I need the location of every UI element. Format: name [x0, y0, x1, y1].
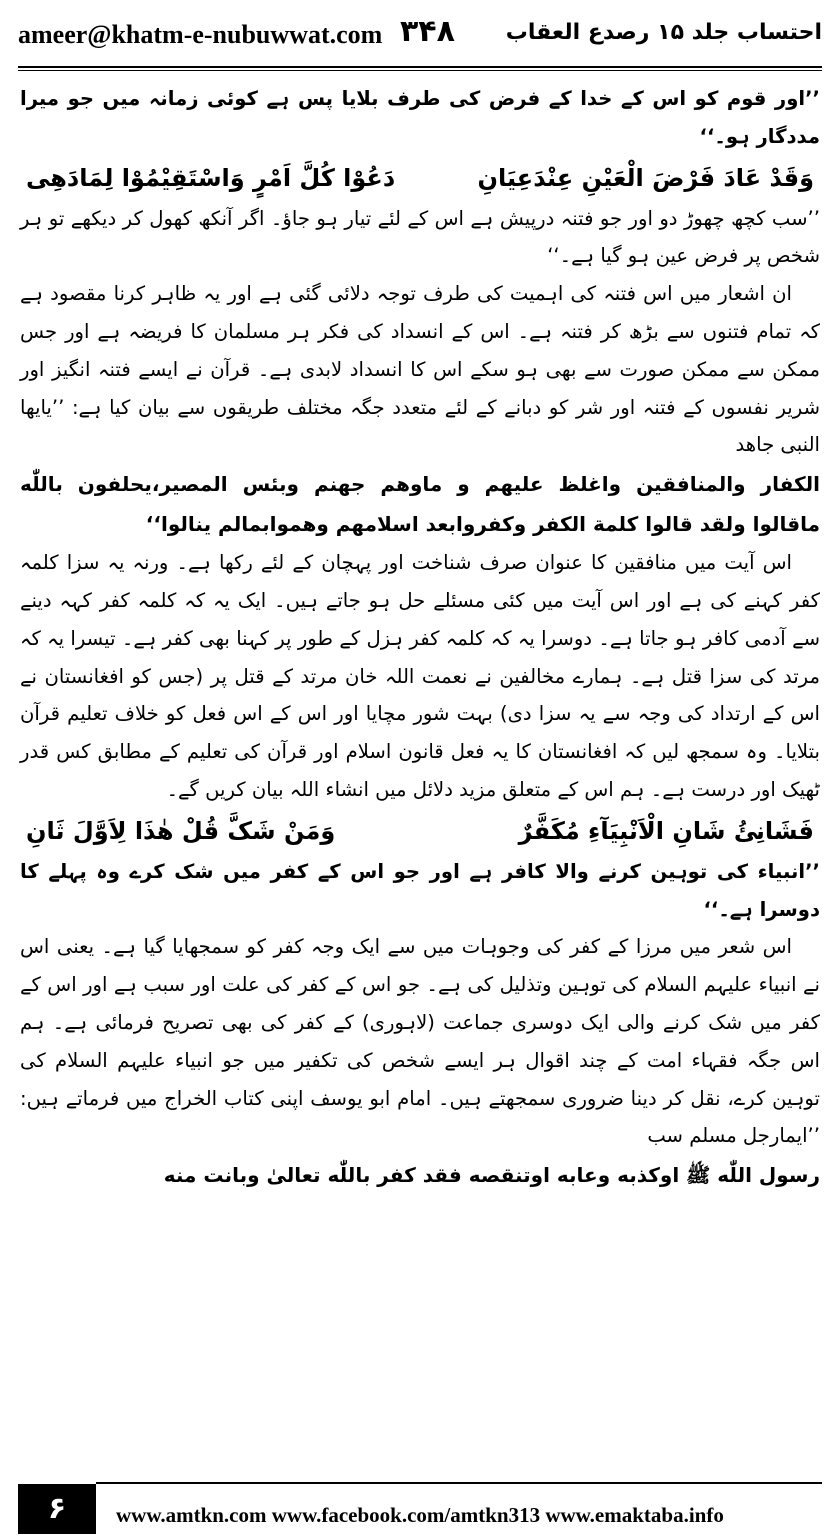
arabic-couplet-2 [26, 809, 814, 853]
book-title: احتساب جلد ۱۵ رصدع العقاب [505, 20, 822, 45]
page-number: ۳۴۸ [400, 14, 455, 49]
paragraph-5: اس شعر میں مرزا کے کفر کی وجوہات میں سے ایک وجہ کفر کو سمجھایا گیا ہے۔ یعنی اس نے انبیاء علیہم السلام کی توہین وتذلیل کی ہے۔ جو اس کے کفر کی علت اور سبب ہے اور اس کے کفر میں شک کرنے والی ایک دوسری جماعت (لاہوری) کے کفر کی بھی تصریح فرمائی ہے۔ ہم اس جگہ فقہاء امت کے چند اقوال ہر ایسے شخص کی تکفیر میں جو انبیاء علیہم السلام کی توہین کرے، نقل کر دینا ضروری سمجھتے ہیں۔ امام ابو یوسف اپنی کتاب الخراج میں فرماتے ہیں: ’’ایمارجل مسلم سب [20, 935, 820, 1148]
couplet-2-left: وَمَنْ شَکَّ قُلْ ھٰذَا لِاَوَّلَ ثَانِ [26, 816, 336, 845]
header-email: ameer@khatm-e-nubuwwat.com [18, 20, 383, 49]
paragraph-2: ان اشعار میں اس فتنہ کی اہمیت کی طرف توجہ دلائی گئی ہے اور یہ ظاہر کرنا مقصود ہے کہ تمام فتنوں سے بڑھ کر فتنہ ہے۔ اس کے انسداد کی فکر ہر مسلمان کا فریضہ ہے اور جس ممکن سے ممکن صورت سے بھی ہو سکے اس کا انسداد لابدی ہے۔ قرآن نے ایسے فتنہ انگیز اور شریر نفسوں کے فتنہ اور شر کو دبانے کے لئے متعدد جگہ مختلف طریقوں سے بیان کیا ہے: ’’یایھا النبی جاھد [20, 282, 820, 457]
header-rule-thin [18, 70, 822, 71]
couplet-2-translation: ’’انبیاء کی توہین کرنے والا کافر ہے اور جو اس کے کفر میں شک کرے وہ پہلے کا دوسرا ہے۔‘‘ [20, 859, 820, 921]
couplet-2-right: فَشَانِئُ شَانِ الْاَنْبِیَآءِ مُکَفَّرٌ [518, 816, 814, 845]
page-body [20, 80, 820, 1468]
page-footer [0, 1474, 840, 1540]
arabic-quran-quote: الکفار والمنافقین واغلظ علیهم و ماوهم جهنم وبئس المصیر،یحلفون باللّٰه ماقالوا ولقد قالوا کلمة الکفر وکفروابعد اسلامهم وهموابمالم ینالوا‘‘ [20, 472, 820, 537]
footer-folio: ۶ [18, 1484, 96, 1534]
header-rule [18, 66, 822, 68]
verse-translation-1: ’’اور قوم کو اس کے خدا کے فرض کی طرف بلایا پس ہے کوئی زمانہ میں جو میرا مددگار ہو۔‘‘ [20, 87, 820, 148]
couplet-1-right: وَقَدْ عَادَ فَرْضَ الْعَیْنِ عِنْدَعِیَانِ [477, 163, 814, 192]
paragraph-3: اس آیت میں منافقین کا عنوان صرف شناخت اور پہچان کے لئے رکھا ہے۔ ورنہ یہ سزا کلمہ کفر کہنے کی ہے اور اس آیت میں کئی مسئلے حل ہو جاتے ہیں۔ ایک یہ کہ کلمہ کفر کہہ دینے سے آدمی کافر ہو جاتا ہے۔ دوسرا یہ کہ کلمہ کفر ہزل کے طور پر کہنا بھی کفر ہے۔ تیسرا یہ کہ مرتد کی سزا قتل ہے۔ ہمارے مخالفین نے نعمت اللہ خان مرتد کے قتل پر (جس کو افغانستان نے اس کے ارتداد کی وجہ سے یہ سزا دی) بہت شور مچایا اور اس کے اس فعل کو خلاف تعلیم قرآن بتلایا۔ وہ سمجھ لیں کہ افغانستان کا یہ فعل قانون اسلام اور قرآن کی تعلیم کے مطابق کس قدر ٹھیک اور درست ہے۔ ہم اس کے متعلق مزید دلائل میں انشاء اللہ بیان کریں گے۔ [20, 551, 820, 801]
couplet-1-translation: ’’سب کچھ چھوڑ دو اور جو فتنہ درپیش ہے اس کے لئے تیار ہو جاؤ۔ اگر آنکھ کھول کر دیکھے تو ہر شخص پر فرض عین ہو گیا ہے۔‘‘ [20, 206, 820, 268]
footer-links: www.amtkn.com www.facebook.com/amtkn313 www.emaktaba.info [116, 1503, 724, 1527]
arabic-fiqh-quote: رسول اللّٰه ﷺ اوکذبه وعابه اوتنقصه فقد کفر باللّٰه تعالیٰ وبانت منه [163, 1163, 820, 1188]
couplet-1-left: دَعُوْا کُلَّ اَمْرٍ وَاسْتَقِیْمُوْا لِمَادَھِی [26, 163, 396, 192]
arabic-couplet-1 [26, 156, 814, 200]
page-header [18, 14, 822, 60]
